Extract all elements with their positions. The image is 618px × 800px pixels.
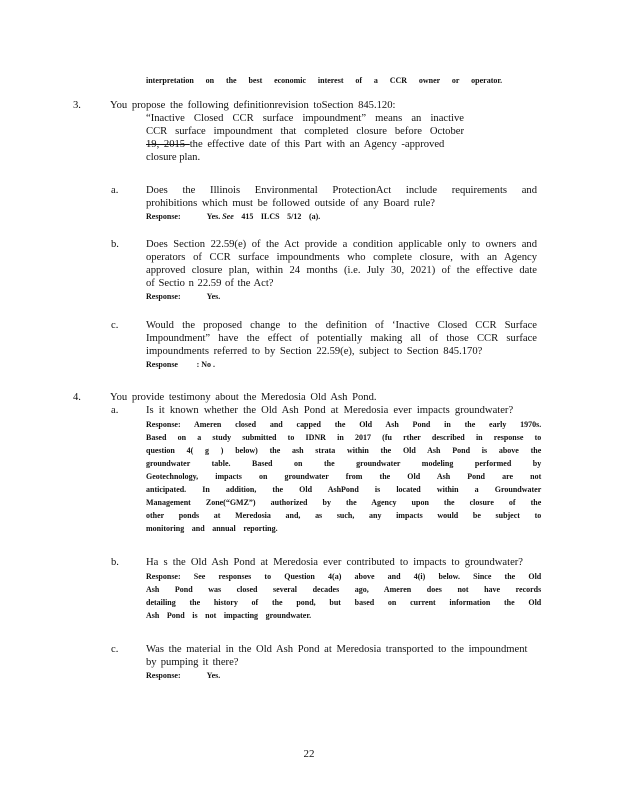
q3b-response (146, 291, 220, 302)
q4a-response-line4: groundwater table. Based on the groundwater modeling performed by (146, 458, 542, 468)
q4a-question: Is it known whether the Old Ash Pond at Meredosia ever impacts groundwater? (146, 405, 514, 416)
top-fragment: interpretation on the best economic interest of a CCR owner or operator. (146, 75, 503, 85)
q3b-line1: Does Section 22.59(e) of the Act provide a condition applicable only to owners and (146, 239, 537, 250)
q3a-label: a. (111, 185, 119, 196)
q4-intro: You provide testimony about the Meredosia Old Ash Pond. (110, 392, 377, 403)
q4a-response-line6: anticipated. In addition, the Old AshPond is located within a Groundwater (146, 484, 542, 494)
response-label: Response: (146, 291, 181, 301)
q4c-line1: Was the material in the Old Ash Pond at Meredosia transported to the impoundment (146, 644, 528, 655)
q3-def-line4: closure plan. (146, 152, 201, 163)
response-text: Yes. (206, 211, 223, 221)
q4-number: 4. (73, 392, 81, 403)
q4a-response-line3: question 4( g ) below) the ash strata within the Old Ash Pond is above the (146, 445, 542, 455)
q4c-label: c. (111, 644, 119, 655)
q3b-line4: of Sectio n 22.59 of the Act? (146, 278, 274, 289)
q3a-line1: Does the Illinois Environmental ProtectionAct include requirements and (146, 185, 537, 196)
q4a-response-line9: monitoring and annual reporting. (146, 523, 278, 533)
q3c-line2: Impoundment” have the effect of potentially making all of those CCR surface (146, 333, 537, 344)
q4c-line2: by pumping it there? (146, 657, 239, 668)
q4b-response-line1: Response: See responses to Question 4(a) above and 4(i) below. Since the Old (146, 571, 542, 581)
q3b-line3: approved closure plan, within 24 months (i.e. July 30, 2021) of the effective date (146, 265, 537, 276)
q4a-label: a. (111, 405, 119, 416)
q3c-response (146, 359, 215, 370)
q4b-response-line3: detailing the history of the pond, but based on current information the Old (146, 597, 542, 607)
response-text: Yes. (206, 670, 221, 680)
q3-intro: You propose the following definitionrevision toSection 845.120: (110, 100, 396, 111)
q3c-line3: impoundments referred to by Section 22.59(e), subject to Section 845.170? (146, 346, 483, 357)
q4c-response (146, 670, 220, 681)
q3-def-line1: “Inactive Closed CCR surface impoundment” means an inactive (146, 113, 464, 124)
q4a-response-line8: other ponds at Meredosia and, as such, any impacts would be subject to (146, 510, 542, 520)
q3a-response (146, 211, 320, 222)
q3-def-line2: CCR surface impoundment that completed closure before October (146, 126, 464, 137)
q4a-response-line7: Management Zone(“GMZ”) authorized by the Agency upon the closure of the (146, 497, 542, 507)
q3a-line2: prohibitions which must be followed outside of any Board rule? (146, 198, 435, 209)
q4b-response-line2: Ash Pond was closed several decades ago, Ameren does not have records (146, 584, 542, 594)
q3b-label: b. (111, 239, 119, 250)
q3-def-line3 (146, 139, 444, 151)
page-number: 22 (303, 748, 315, 760)
q4b-question: Ha s the Old Ash Pond at Meredosia ever contributed to impacts to groundwater? (146, 557, 524, 568)
q4b-response-line4: Ash Pond is not impacting groundwater. (146, 610, 312, 620)
q4b-label: b. (111, 557, 119, 568)
response-text: Yes. (206, 291, 221, 301)
q4a-response-line1: Response: Ameren closed and capped the Old Ash Pond in the early 1970s. (146, 419, 542, 429)
q3b-line2: operators of CCR surface impoundments who complete closure, with an Agency (146, 252, 537, 263)
q3-def-line3-rest: the effective date of this Part with an Agency -approved (189, 139, 445, 150)
struck-text: 19, 2015 (146, 139, 190, 150)
q4a-response-line5: Geotechnology, impacts on groundwater from the Old Ash Pond are not (146, 471, 542, 481)
response-label: Response: (146, 670, 181, 680)
q3c-line1: Would the proposed change to the definition of ‘Inactive Closed CCR Surface (146, 320, 537, 331)
response-citation: 415 ILCS 5/12 (a). (233, 211, 321, 221)
response-label: Response (146, 359, 178, 369)
response-label: Response: (146, 211, 181, 221)
q3-number: 3. (73, 100, 81, 111)
response-see: See (222, 211, 234, 221)
q3c-label: c. (111, 320, 119, 331)
response-text: : No . (196, 359, 216, 369)
q4a-response-line2: Based on a study submitted to IDNR in 2017 (fu rther described in response to (146, 432, 542, 442)
